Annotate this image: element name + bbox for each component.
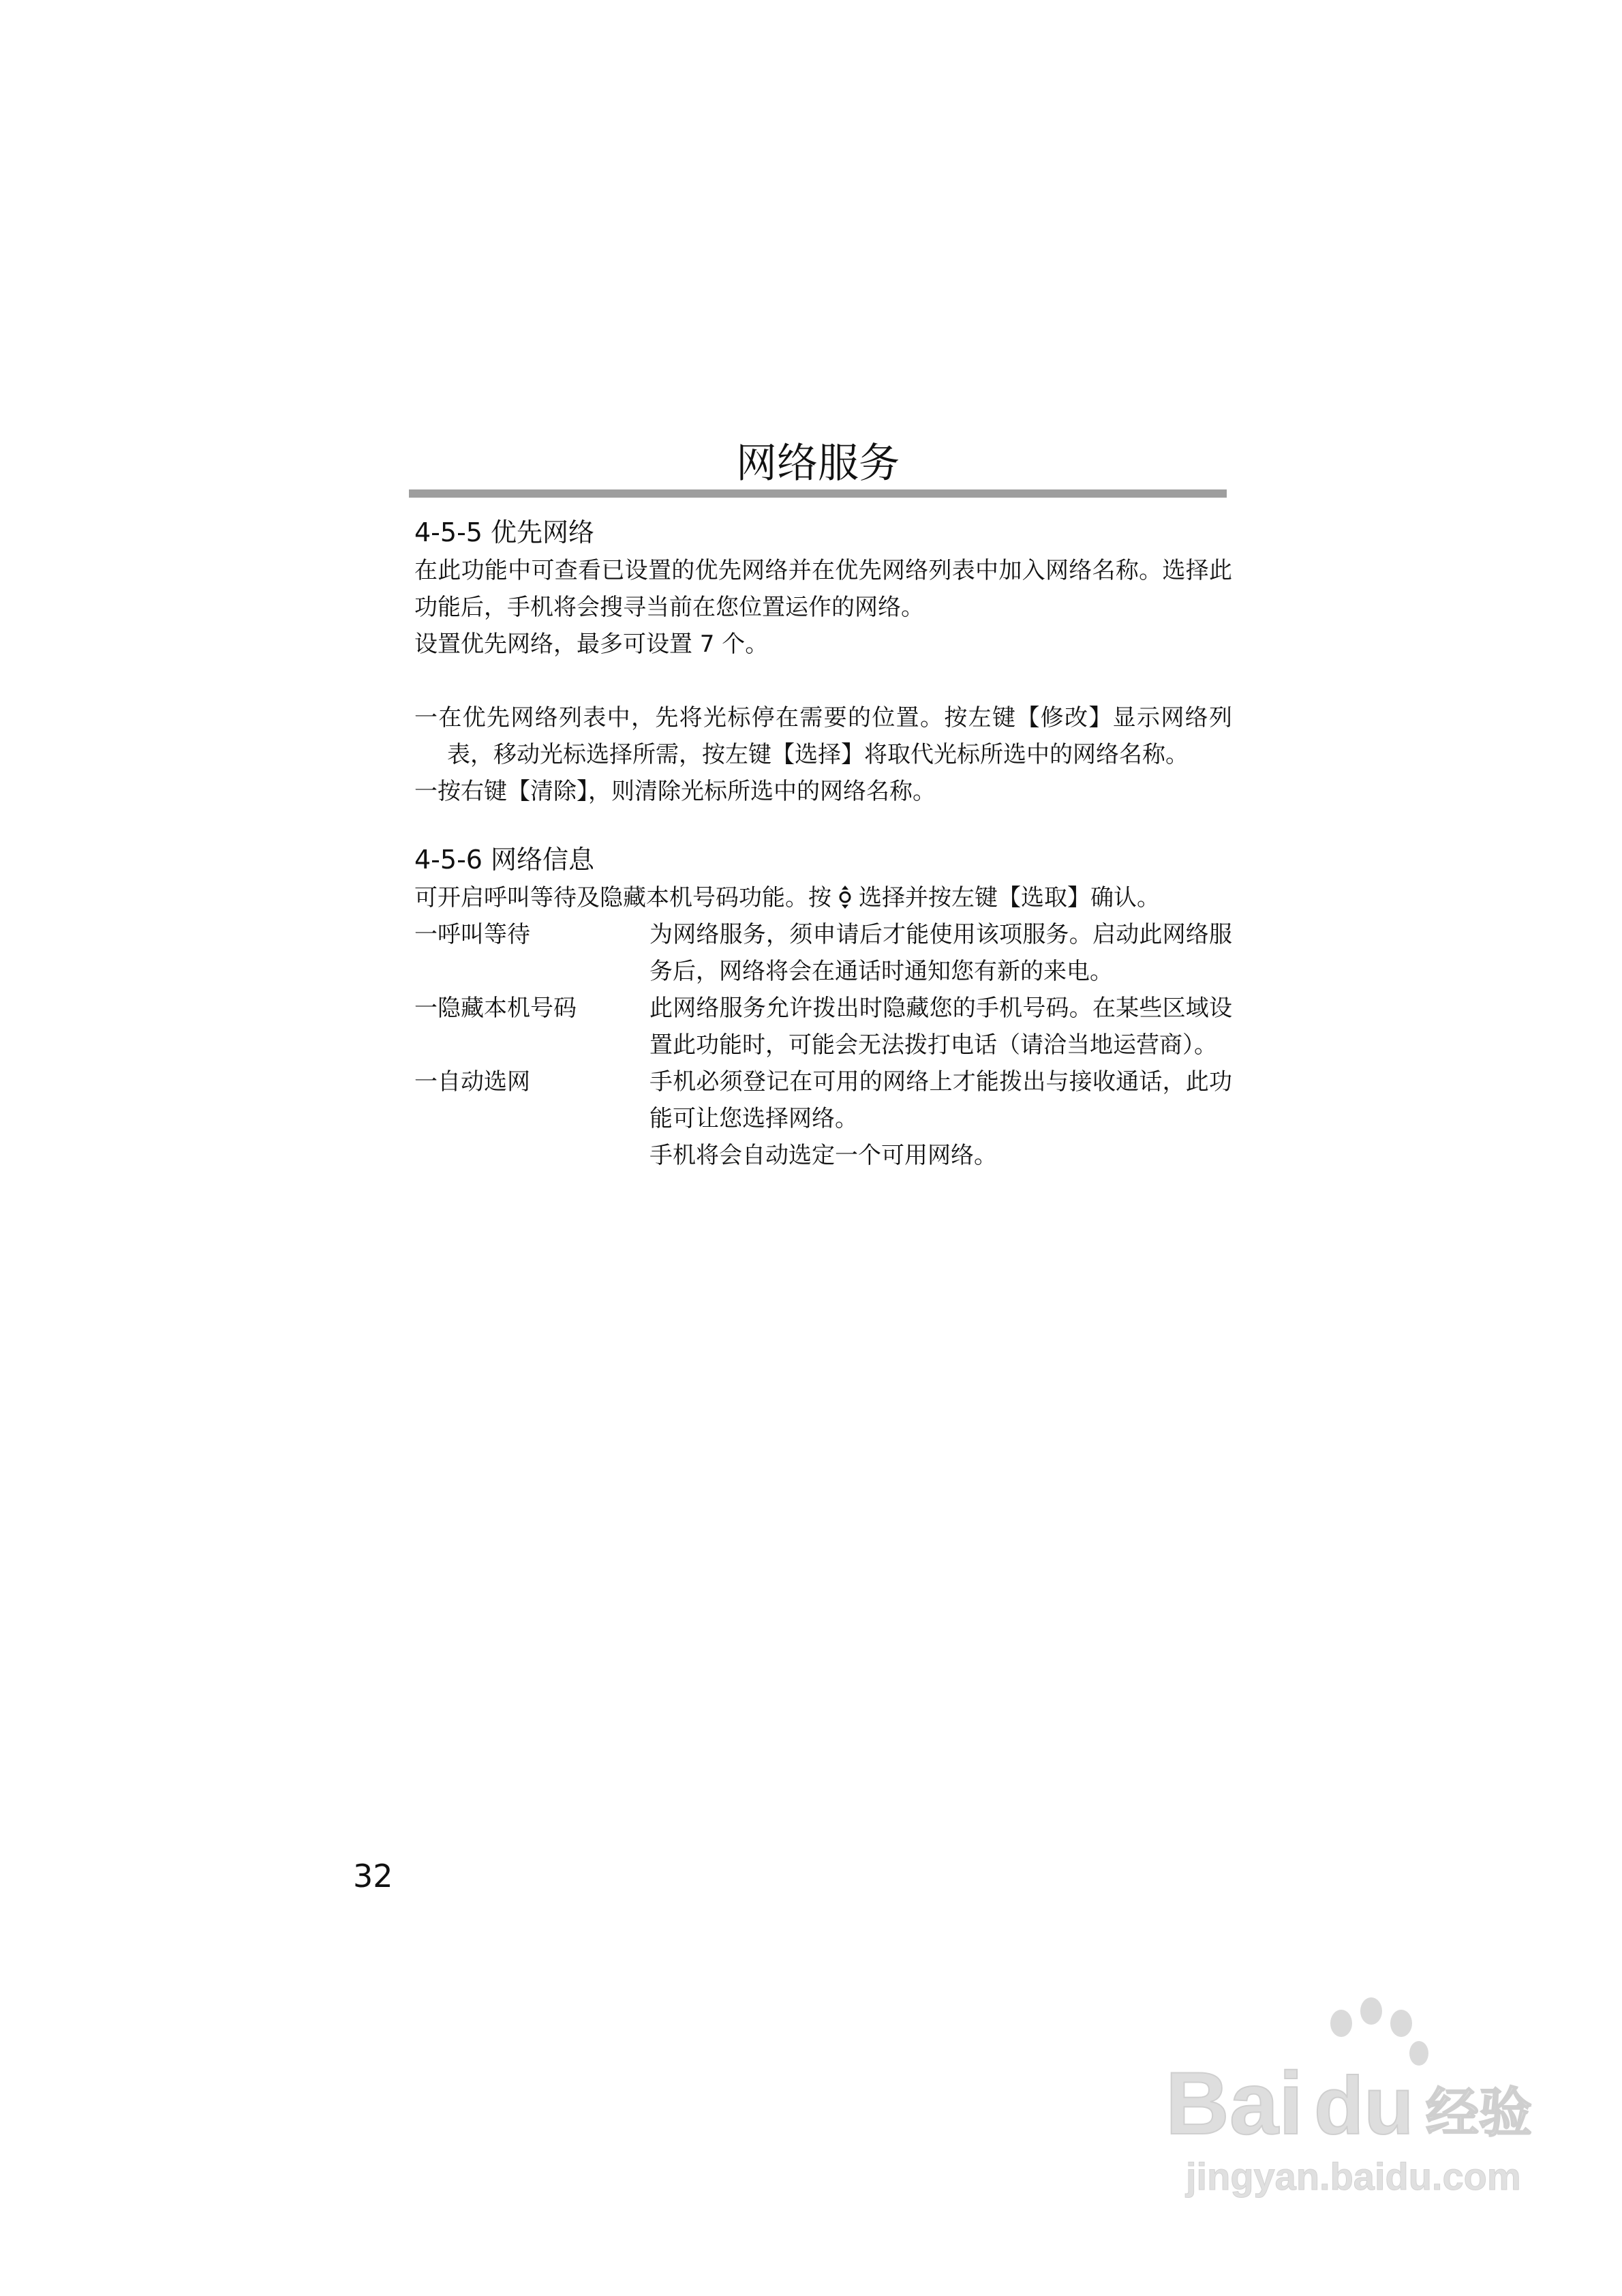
desc-auto-network	[649, 1063, 1232, 1174]
intro-text-before: 可开启呼叫等待及隐藏本机号码功能。按	[414, 884, 831, 911]
title-divider	[409, 489, 1227, 498]
definition-call-waiting	[414, 916, 1232, 990]
nav-key-icon	[836, 883, 855, 911]
watermark-brand-end: du	[1314, 2060, 1414, 2151]
spacer	[414, 663, 1232, 699]
paw-logo-icon	[1330, 1997, 1428, 2066]
term-hide-number: 一隐藏本机号码	[414, 995, 577, 1022]
term-auto-network: 一自动选网	[414, 1068, 530, 1096]
desc-auto-network-line2: 手机将会自动选定一个可用网络。	[649, 1142, 997, 1169]
definition-auto-network	[414, 1063, 1232, 1174]
section-4-5-5-intro: 在此功能中可查看已设置的优先网络并在优先网络列表中加入网络名称。选择此功能后，手机将会搜寻当前在您位置运作的网络。	[414, 557, 1232, 621]
desc-call-waiting: 为网络服务，须申请后才能使用该项服务。启动此网络服务后，网络将会在通话时通知您有新的来电。	[649, 921, 1232, 985]
section-4-5-5-limit: 设置优先网络，最多可设置 7 个。	[414, 631, 769, 658]
bullet-clear-network: 一按右键【清除】，则清除光标所选中的网络名称。	[414, 778, 936, 805]
page-title: 网络服务	[736, 440, 900, 487]
watermark-url: jingyan.baidu.com	[1186, 2155, 1521, 2198]
desc-hide-number: 此网络服务允许拨出时隐藏您的手机号码。在某些区域设置此功能时，可能会无法拨打电话（请洽当地运营商）。	[649, 995, 1232, 1059]
watermark-brand-cn: 经验	[1426, 2083, 1533, 2144]
definition-hide-number	[414, 990, 1232, 1063]
watermark-brand: Bai	[1165, 2053, 1304, 2153]
document-body	[414, 513, 1232, 1174]
baidu-jingyan-watermark	[1159, 1991, 1540, 2209]
section-heading-4-5-5: 4-5-5 优先网络	[414, 517, 595, 547]
section-4-5-6-intro	[414, 879, 1232, 916]
desc-auto-network-line1: 手机必须登记在可用的网络上才能拨出与接收通话，此功能可让您选择网络。	[649, 1068, 1232, 1132]
page-number: 32	[353, 1858, 393, 1894]
section-heading-4-5-6: 4-5-6 网络信息	[414, 845, 595, 875]
intro-text-after: 选择并按左键【选取】确认。	[859, 884, 1160, 911]
term-call-waiting: 一呼叫等待	[414, 921, 530, 948]
bullet-edit-network: 一在优先网络列表中，先将光标停在需要的位置。按左键【修改】显示网络列表，移动光标选择所需，按左键【选择】将取代光标所选中的网络名称。	[414, 704, 1232, 768]
